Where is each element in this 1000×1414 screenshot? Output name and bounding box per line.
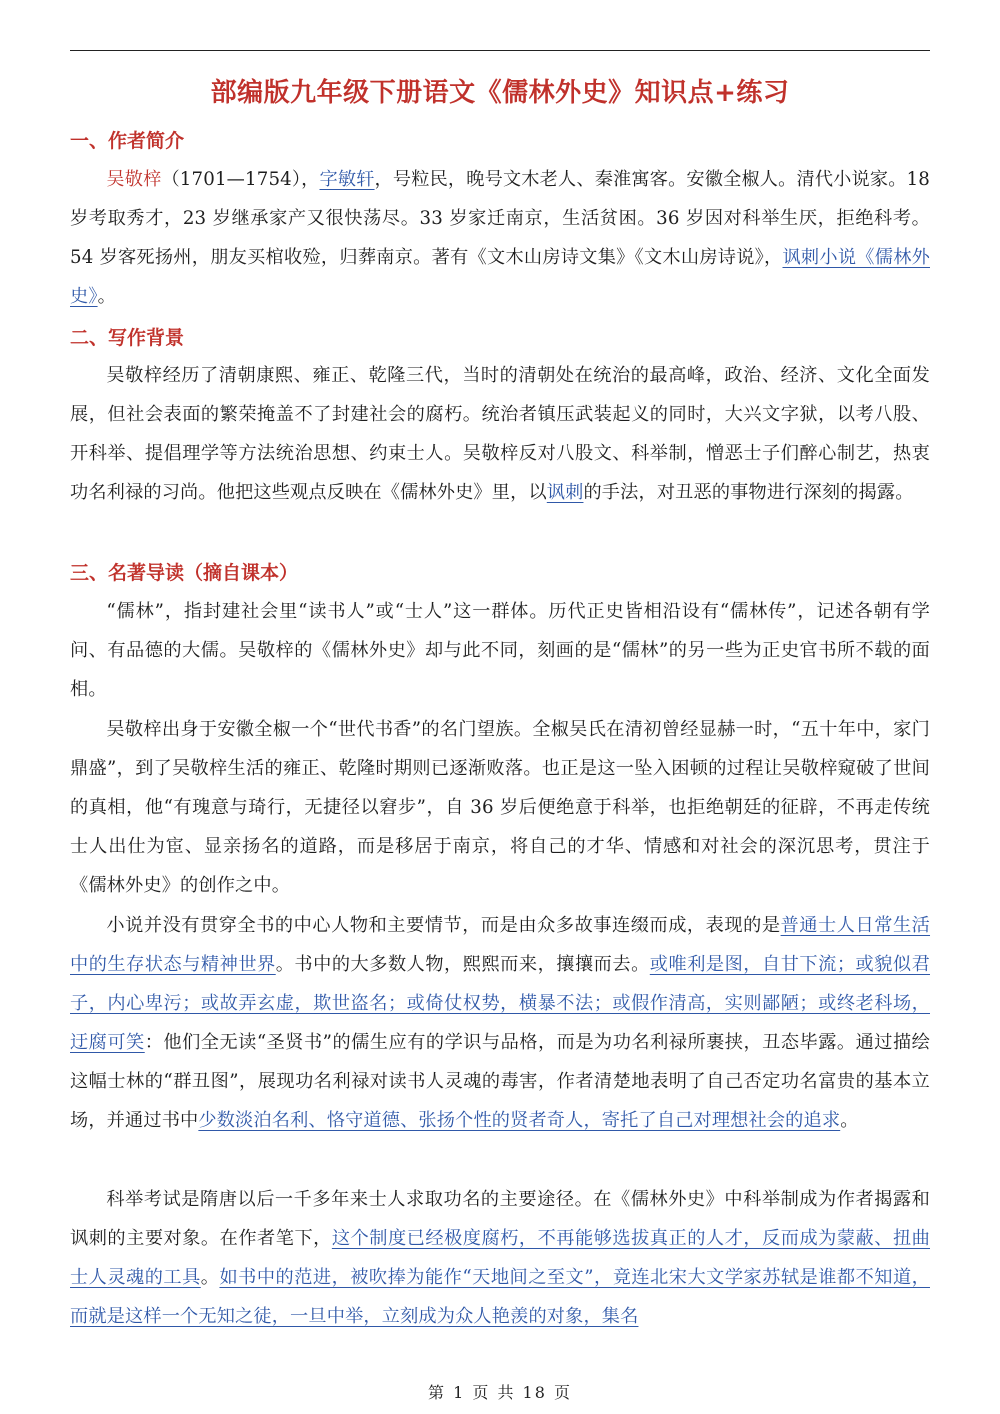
satire-link[interactable]: 讽刺 [546, 482, 584, 503]
guide-paragraph-4 [70, 1180, 930, 1336]
section-heading-background: 二、写作背景 [70, 327, 185, 349]
text-run: ：他们全无读“圣贤书”的儒生应有的学识与品格，而是为功名利禄所裹挟，丑态毕露。通过描绘这幅士林的“群丑图”，展现功名利禄对读书人灵魂的毒害，作者清楚地表明了自己否定功名富贵的基本立场，并通过书中 [70, 1032, 930, 1131]
document-title: 部编版九年级下册语文《儒林外史》知识点+练习 [210, 78, 790, 108]
text-run: 。书中的大多数人物，熙熙而来，攘攘而去。 [275, 954, 650, 975]
top-divider [70, 50, 930, 51]
text-run: 。 [840, 1110, 859, 1131]
courtesy-name-link[interactable]: 字敏轩 [319, 169, 375, 190]
text-run: ，号粒民，晚号文木老人、秦淮寓客。安徽全椒人。清代小说家。18 岁考取秀才，23 岁继承家产又很快荡尽。33 岁家迁南京，生活贫困。36 岁因对科举生厌，拒绝科考。54 岁客死扬州，朋友买棺收殓，归葬南京。著有《文木山房诗文集》《文木山房诗说》， [70, 169, 931, 268]
guide-paragraph-1: “儒林”，指封建社会里“读书人”或“士人”这一群体。历代正史皆相沿设有“儒林传”，记述各朝有学问、有品德的大儒。吴敬梓的《儒林外史》却与此不同，刻画的是“儒林”的另一些为正史官书所不载的面相。 [70, 601, 930, 700]
section-heading-author: 一、作者简介 [70, 130, 185, 152]
text-run: （1701—1754）， [161, 169, 320, 190]
text-run: 吴敬梓经历了清朝康熙、雍正、乾隆三代，当时的清朝处在统治的最高峰，政治、经济、文化全面发展，但社会表面的繁荣掩盖不了封建社会的腐朽。统治者镇压武装起义的同时，大兴文字狱，以考八股、开科举、提倡理学等方法统治思想、约束士人。吴敬梓反对八股文、科举制，憎恶士子们醉心制艺，热衷功名利禄的习尚。他把这些观点反映在《儒林外史》里，以 [70, 365, 930, 503]
highlight-link[interactable]: 这个制度已经极度腐朽，不再能够选拔真正的人才，反而成为蒙蔽、扭曲士人灵魂的工具 [70, 1228, 930, 1288]
highlight-link[interactable]: 如书中的范进，被吹捧为能作“天地间之至文”，竟连北宋大文学家苏轼是谁都不知道，而就是这样一个无知之徒，一旦中举，立刻成为众人艳羡的对象，集名 [70, 1267, 930, 1327]
highlight-link[interactable]: 普通士人日常生活中的生存状态与精神世界 [70, 915, 931, 975]
author-paragraph [70, 160, 930, 316]
text-run: 的手法，对丑恶的事物进行深刻的揭露。 [583, 482, 914, 503]
page-footer: 第 1 页 共 18 页 [428, 1383, 572, 1402]
section-heading-guide: 三、名著导读（摘自课本） [70, 562, 299, 584]
highlight-link[interactable]: 少数淡泊名利、恪守道德、张扬个性的贤者奇人，寄托了自己对理想社会的追求 [198, 1110, 841, 1131]
guide-paragraph-3 [70, 906, 930, 1140]
text-run: 小说并没有贯穿全书的中心人物和主要情节，而是由众多故事连缀而成，表现的是 [106, 915, 781, 936]
guide-paragraph-2: 吴敬梓出身于安徽全椒一个“世代书香”的名门望族。全椒吴氏在清初曾经显赫一时，“五十年中，家门鼎盛”，到了吴敬梓生活的雍正、乾隆时期则已逐渐败落。也正是这一坠入困顿的过程让吴敬梓窥破了世间的真相，他“有瑰意与琦行，无捷径以窘步”，自 36 岁后便绝意于科举，也拒绝朝廷的征辟，不再走传统士人出仕为宦、显亲扬名的道路，而是移居于南京，将自己的才华、情感和对社会的深沉思考，贯注于《儒林外史》的创作之中。 [70, 719, 930, 896]
work-title-link[interactable]: 讽刺小说《儒林外史》 [70, 247, 930, 307]
background-paragraph [70, 356, 930, 512]
text-run: 科举考试是隋唐以后一千多年来士人求取功名的主要途径。在《儒林外史》中科举制成为作者揭露和讽刺的主要对象。在作者笔下， [70, 1189, 930, 1249]
text-run: 。 [200, 1267, 220, 1288]
author-name: 吴敬梓 [106, 169, 162, 190]
highlight-link[interactable]: 或唯利是图，自甘下流；或貌似君子，内心卑污；或故弄玄虚，欺世盗名；或倚仗权势，横暴不法；或假作清高，实则鄙陋；或终老科场，迂腐可笑 [70, 954, 930, 1053]
text-run: 。 [97, 286, 116, 307]
